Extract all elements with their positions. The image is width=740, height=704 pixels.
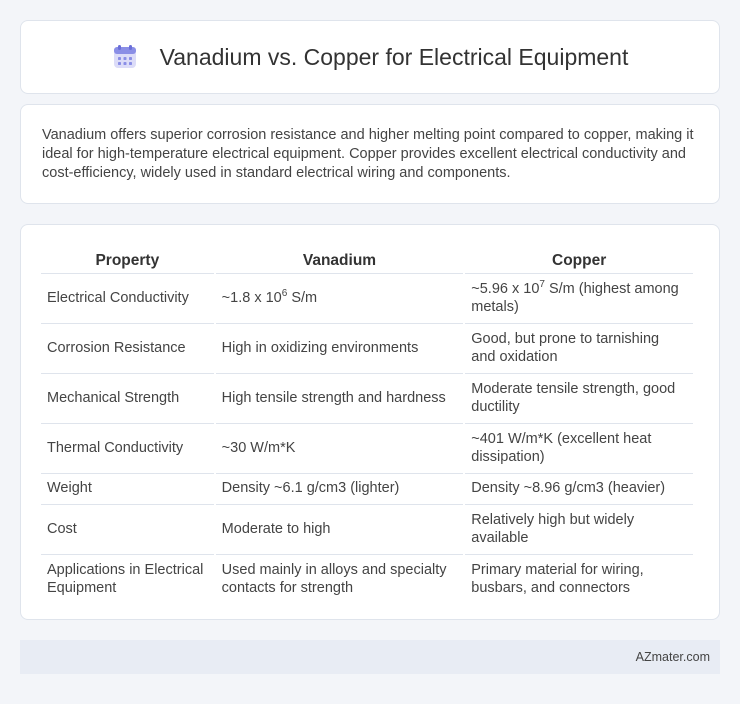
cell-property: Thermal Conductivity <box>41 423 214 471</box>
cell-property: Corrosion Resistance <box>41 323 214 371</box>
cell-copper: ~401 W/m*K (excellent heat dissipation) <box>465 423 693 471</box>
intro-card <box>20 104 720 204</box>
cell-copper: Density ~8.96 g/cm3 (heavier) <box>465 473 693 502</box>
cell-vanadium: High tensile strength and hardness <box>216 373 464 421</box>
table-row <box>41 323 693 371</box>
cell-copper: ~5.96 x $10^7$ S/m (highest among metals) <box>465 273 693 321</box>
cell-vanadium: Moderate to high <box>216 504 464 552</box>
cell-vanadium: ~30 W/m*K <box>216 423 464 471</box>
table-row <box>41 504 693 552</box>
cell-vanadium: Density ~6.1 g/cm3 (lighter) <box>216 473 464 502</box>
table-row <box>41 423 693 471</box>
cell-copper: Relatively high but widely available <box>465 504 693 552</box>
header-vanadium: Vanadium <box>302 252 377 269</box>
table-header-row <box>41 247 693 271</box>
calendar-icon <box>112 44 138 70</box>
cell-property: Weight <box>41 473 214 502</box>
cell-property: Electrical Conductivity <box>41 273 214 321</box>
cell-property: Applications in Electrical Equipment <box>41 554 214 602</box>
title-card <box>20 20 720 94</box>
table-row <box>41 473 693 502</box>
cell-copper: Primary material for wiring, busbars, and connectors <box>465 554 693 602</box>
comparison-table <box>39 245 695 604</box>
header-property: Property <box>95 252 160 269</box>
cell-vanadium: Used mainly in alloys and specialty contacts for strength <box>216 554 464 602</box>
cell-copper: Good, but prone to tarnishing and oxidation <box>465 323 693 371</box>
header-copper: Copper <box>552 252 607 269</box>
comparison-card <box>20 224 720 620</box>
table-row <box>41 373 693 421</box>
cell-vanadium: ~1.8 x $10^6$ S/m <box>216 273 464 321</box>
cell-copper: Moderate tensile strength, good ductility <box>465 373 693 421</box>
cell-property: Cost <box>41 504 214 552</box>
cell-vanadium: High in oxidizing environments <box>216 323 464 371</box>
footer <box>20 640 720 674</box>
cell-property: Mechanical Strength <box>41 373 214 421</box>
table-row <box>41 273 693 321</box>
intro-text: Vanadium offers superior corrosion resistance and higher melting point compared to copper, making it ideal for high-temperature electrical equipment. Copper provides excellent electrical conductivity and cost-efficiency, widely used in standard electrical wiring and components. <box>42 127 694 181</box>
footer-credit: AZmater.com <box>635 650 710 664</box>
page-title: Vanadium vs. Copper for Electrical Equipment <box>159 43 629 70</box>
table-row <box>41 554 693 602</box>
